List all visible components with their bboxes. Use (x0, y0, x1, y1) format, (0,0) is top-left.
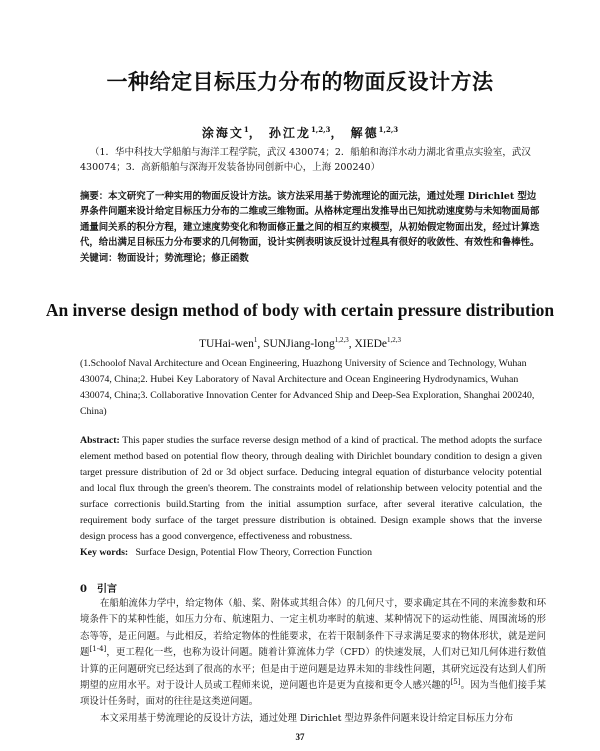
page-number: 37 (295, 732, 305, 742)
author-name: 孙江龙 (268, 126, 311, 140)
abstract-label: 摘要： (80, 191, 109, 202)
author-name: 涂海文 (201, 126, 244, 140)
chinese-authors: 涂海文$^1$， 孙江龙$^{1,2,3}$， 解德$^{1,2,3}$ (201, 125, 399, 140)
keywords-text: Surface Design, Potential Flow Theory, Correction Function (135, 547, 372, 558)
author-affil-sup: 1,2,3 (387, 336, 402, 345)
keywords-text: 物面设计；势流理论；修正函数 (117, 252, 249, 264)
paragraph-text: 。因为当他们接手某项设计任务时，面对的往往是这类逆问题。 (80, 680, 546, 708)
abstract-text: This paper studies the surface reverse design method of a kind of practical. The method adopts the surface element method based on potential flow theory, through dealing with Dirichlet boundary condition to design a given target pressure distribution of 2d or 3d object surface. Deducing integral equation of disturbance velocity potential and local flux through the green's theorem. The constraints model of relationship between velocity potential and the surface correctionis build.Starting from the initial assumption surface, after several iterative calculation, the requirement body surface of the target pressure distribution is obtained. Design example shows that the inverse design process has a good convergence, effectiveness and robustness. (80, 435, 542, 542)
chinese-title: 一种给定目标压力分布的物面反设计方法 (106, 70, 494, 94)
keywords-label: Key words: (80, 547, 129, 558)
english-abstract (80, 433, 542, 561)
author-affil-sup: 1 (243, 125, 249, 134)
paragraph-text: 在船舶流体力学中，给定物体（船、桨、附体或其组合体）的几何尺寸，要求确定其在不同的来流参数和环境条件下的某种性能，如压力分布、航速阻力、一定主机功率时的航速、某种情况下的运动性能、周围流场的形态等等，是正问题。与此相反，若给定物体的性能要求，在若干限制条件下寻求满足要求的物体形状，就是逆问题 (80, 598, 546, 659)
chinese-affiliation: （1．华中科技大学船舶与海洋工程学院，武汉 430074；2．船舶和海洋水动力湖北省重点实验室，武汉 430074；3．高新船舶与深海开发装备协同创新中心，上海 200240） (80, 147, 531, 173)
author-affil-sup: 1 (253, 336, 258, 345)
author-name: XIEDe (354, 338, 388, 350)
author-affil-sup: 1,2,3 (334, 336, 349, 345)
chinese-abstract (80, 189, 540, 266)
citation: [5] (450, 677, 461, 686)
introduction-body (80, 596, 546, 727)
citation: [1-4] (89, 645, 107, 654)
paragraph (80, 596, 546, 711)
abstract-text: 本文研究了一种实用的物面反设计方法。该方法采用基于势流理论的面元法，通过处理 Dirichlet 型边界条件问题来设计给定目标压力分布的二维或三维物面。从格林定理出发推导出已知扰动速度势与未知物面局部通量间关系的积分方程，建立速度势变化和物面修正量之间的相互约束模型，从初始假定物面出发，经过计算迭代，给出满足目标压力分布要求的几何物面，设计实例表明该反设计过程具有很好的收敛性、有效性和鲁棒性。 (80, 191, 540, 249)
author-affil-sup: 1,2,3 (378, 125, 399, 134)
english-title: An inverse design method of body with certain pressure distribution (45, 300, 555, 320)
english-affiliation: (1.Schoolof Naval Architecture and Ocean Engineering, Huazhong University of Science and Technology, Wuhan 430074, China;2. Hubei Key Laboratory of Naval Architecture and Ocean Engineering Hydrodynamics, Wuhan 430074, China;3. Collaborative Innovation Center for Advanced Ship and Deep-Sea Exploration, Shanghai 200240, China) (80, 358, 535, 417)
section-heading-introduction: 0 引言 (80, 584, 117, 595)
author-affil-sup: 1,2,3 (310, 125, 331, 134)
author-name: TUHai-wen (198, 338, 254, 350)
keywords-label: 关键词： (80, 252, 118, 264)
english-authors: TUHai-wen$^1$, SUNJiang-long$^{1,2,3}$, XIEDe$^{1,2,3}$ (198, 336, 402, 350)
author-name: SUNJiang-long (263, 338, 335, 350)
paragraph: 本文采用基于势流理论的反设计方法，通过处理 Dirichlet 型边界条件问题来设计给定目标压力分布 (100, 712, 514, 724)
paragraph-text: ，更工程化一些，也称为设计问题。随着计算流体力学（CFD）的快速发展，人们对已知几何体进行数值计算的正问题研究已经达到了很高的水平；但是由于逆问题是边界未知的非线性问题，其研究远没有达到人们所期望的应用水平。对于设计人员或工程师来说，逆问题也许是更为直接和更令人感兴趣的 (80, 647, 546, 692)
abstract-label: Abstract: (80, 435, 120, 446)
author-name: 解德 (350, 126, 379, 140)
